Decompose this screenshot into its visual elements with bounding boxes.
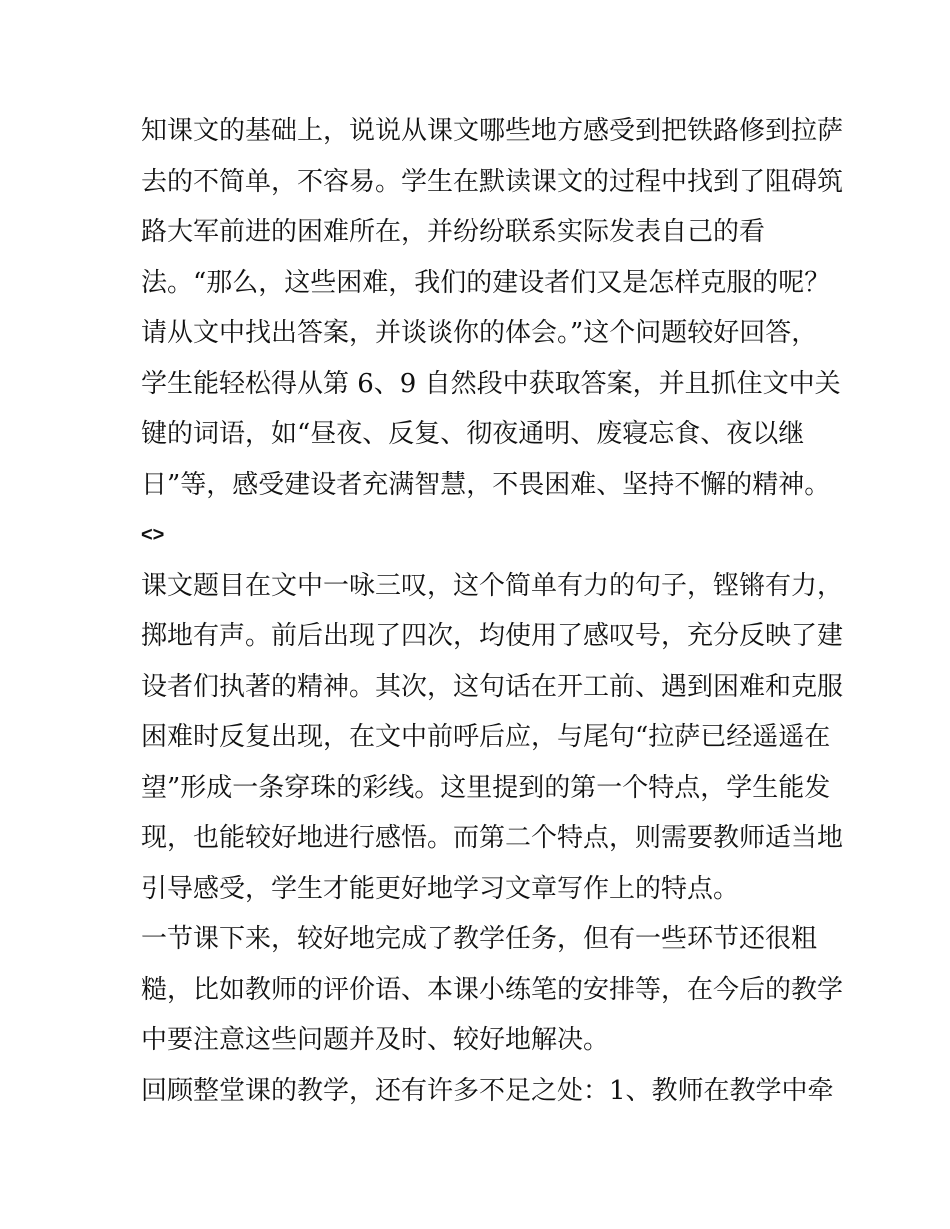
- text-line: 糙，比如教师的评价语、本课小练笔的安排等，在今后的教学: [141, 974, 844, 1005]
- body-text: [141, 106, 844, 1116]
- text-line: 引导感受，学生才能更好地学习文章写作上的特点。: [141, 873, 740, 904]
- text-line: 困难时反复出现，在文中前呼后应，与尾句“拉萨已经遥遥在: [141, 722, 831, 752]
- text-line: 知课文的基础上，说说从课文哪些地方感受到把铁路修到拉萨: [141, 116, 844, 146]
- text-line: 一节课下来，较好地完成了教学任务，但有一些环节还很粗: [141, 924, 818, 954]
- text-line: 日”等，感受建设者充满智慧，不畏困难、坚持不懈的精神。: [141, 469, 831, 500]
- text-line: 掷地有声。前后出现了四次，均使用了感叹号，充分反映了建: [141, 621, 844, 651]
- text-line: 中要注意这些问题并及时、较好地解决。: [141, 1025, 610, 1055]
- text-line: 设者们执著的精神。其次，这句话在开工前、遇到困难和克服: [141, 671, 844, 702]
- text-line: 回顾整堂课的教学，还有许多不足之处：1、教师在教学中牵: [141, 1075, 834, 1106]
- text-line: 课文题目在文中一咏三叹，这个简单有力的句子，铿锵有力，: [141, 570, 844, 601]
- text-line: 请从文中找出答案，并谈谈你的体会。”这个问题较好回答，: [141, 318, 818, 348]
- text-line: 法。“那么，这些困难，我们的建设者们又是怎样克服的呢？: [141, 267, 831, 298]
- text-line: 现，也能较好地进行感悟。而第二个特点，则需要教师适当地: [141, 823, 844, 853]
- text-line: 键的词语，如“昼夜、反复、彻夜通明、废寝忘食、夜以继: [141, 419, 805, 449]
- text-line: 望”形成一条穿珠的彩线。这里提到的第一个特点，学生能发: [141, 772, 831, 803]
- text-line: 路大军前进的困难所在，并纷纷联系实际发表自己的看: [141, 217, 766, 247]
- text-line: 去的不简单，不容易。学生在默读课文的过程中找到了阻碍筑: [141, 166, 844, 197]
- text-line: 学生能轻松得从第 6、9 自然段中获取答案，并且抓住文中关: [141, 368, 841, 399]
- section-marker: <>: [141, 524, 165, 546]
